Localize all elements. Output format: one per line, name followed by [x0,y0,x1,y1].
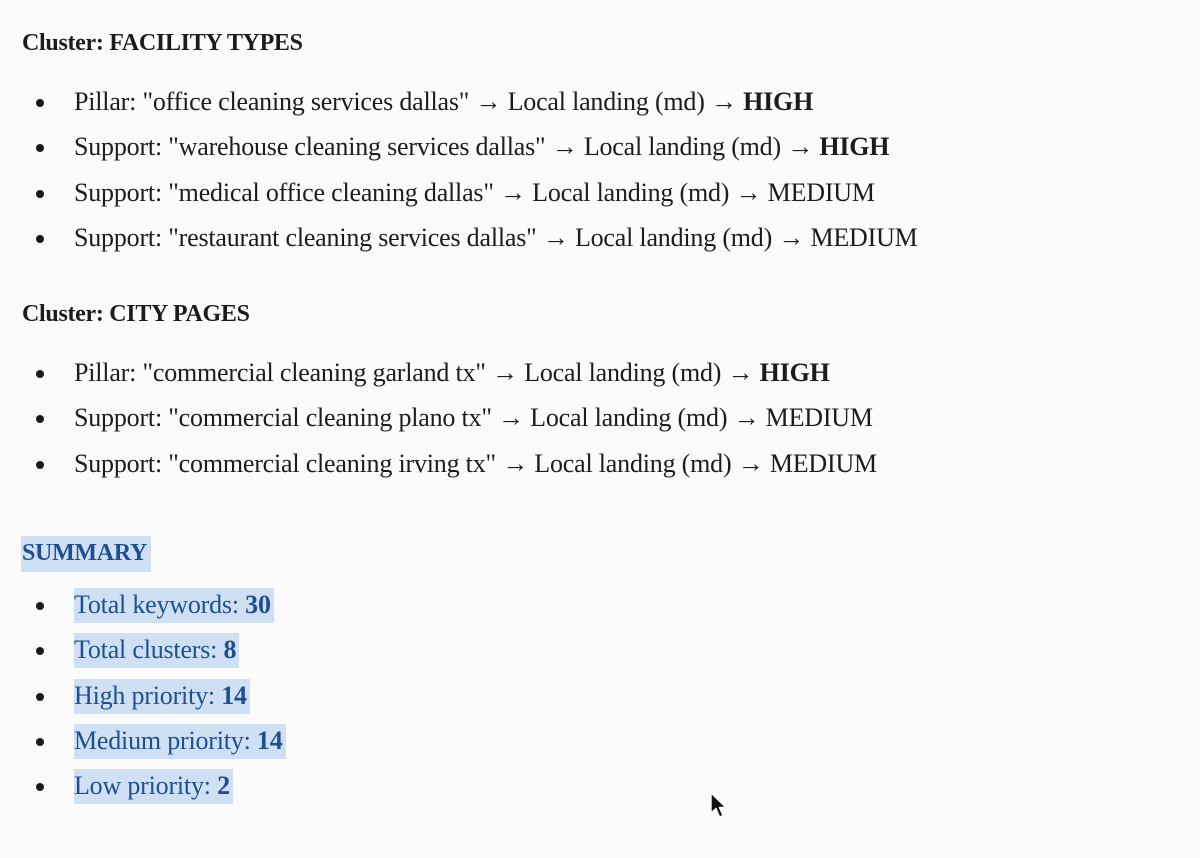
list-item [22,177,918,222]
summary-heading-text: SUMMARY [21,536,151,572]
keyword-line: Support: "warehouse cleaning services dallas" → Local landing (md) → [74,132,820,162]
summary-heading [22,538,151,568]
keyword-line: Pillar: "office cleaning services dallas" → Local landing (md) → [74,87,744,116]
summary-label: Medium priority: [74,725,257,755]
keyword-line: Pillar: "commercial cleaning garland tx" → Local landing (md) → [74,358,760,387]
summary-item-highlight [74,769,233,804]
summary-label: Total clusters: [74,635,224,665]
priority-label: HIGH [759,358,830,387]
list-item [22,357,877,402]
cluster-heading-city-pages: Cluster: CITY PAGES [22,301,250,327]
summary-value: 30 [245,590,271,619]
keyword-line: Support: "restaurant cleaning services dallas" → Local landing (md) → MEDIUM [74,222,918,252]
summary-value: 8 [223,635,237,665]
list-item [22,131,918,176]
priority-label: HIGH [743,87,814,116]
facility-types-list [22,86,918,267]
summary-item [22,725,286,770]
summary-item [22,589,286,634]
city-pages-list [22,357,877,493]
list-item [22,402,877,447]
priority-label: HIGH [819,132,890,162]
summary-item [22,770,286,815]
summary-value: 2 [217,771,230,801]
keyword-line: Support: "commercial cleaning irving tx" → Local landing (md) → MEDIUM [74,448,877,478]
summary-item [22,634,286,679]
cluster-heading-facility-types: Cluster: FACILITY TYPES [22,30,303,56]
list-item [22,222,918,267]
summary-item-highlight [74,588,274,623]
summary-item-highlight [74,679,250,714]
summary-item [22,680,286,725]
list-item [22,86,918,131]
summary-label: High priority: [74,680,222,710]
summary-value: 14 [221,680,247,710]
list-item [22,448,877,493]
summary-list [22,589,286,815]
mouse-pointer-icon [709,792,729,820]
summary-label: Total keywords: [74,590,246,619]
summary-item-highlight [74,633,239,668]
summary-value: 14 [256,725,283,755]
summary-label: Low priority: [74,771,218,801]
summary-item-highlight [74,724,286,759]
keyword-line: Support: "medical office cleaning dallas" → Local landing (md) → MEDIUM [74,177,875,207]
keyword-line: Support: "commercial cleaning plano tx" → Local landing (md) → MEDIUM [74,403,873,433]
